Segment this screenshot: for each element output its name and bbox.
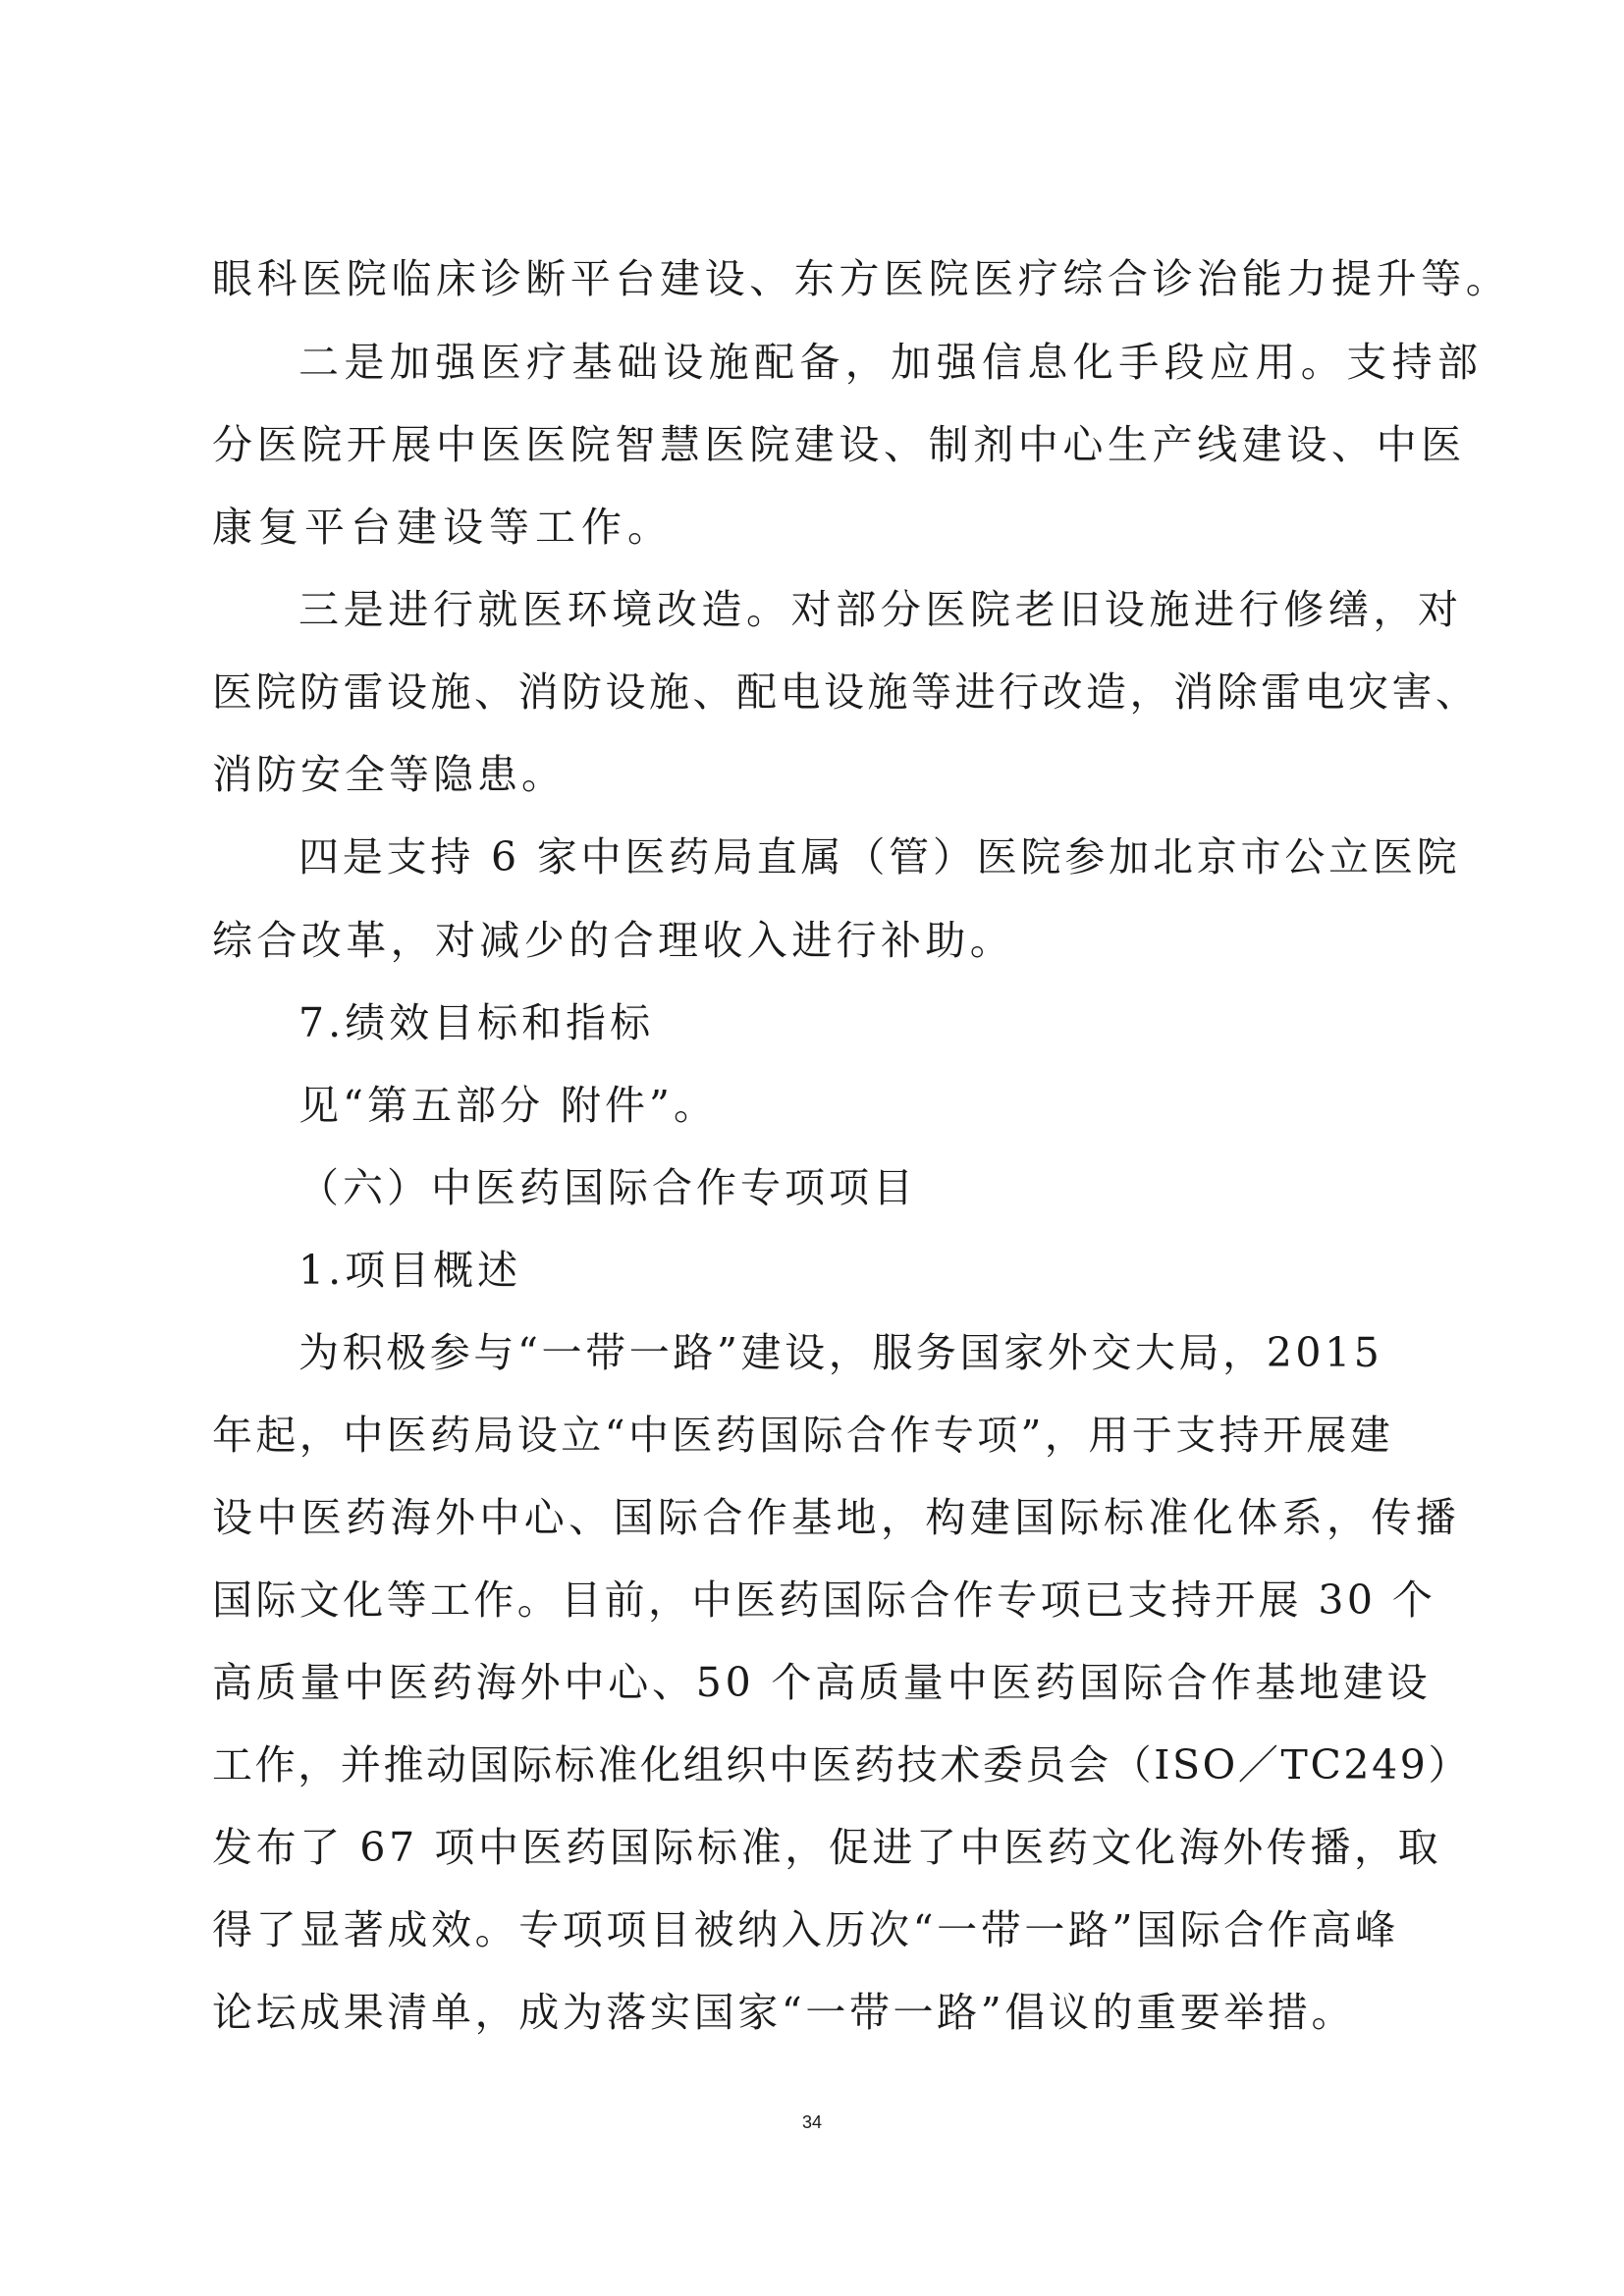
text-line: 消防安全等隐患。 <box>212 751 566 798</box>
text-line: 分医院开展中医医院智慧医院建设、制剂中心生产线建设、中医 <box>212 421 1466 468</box>
text-line: 三是进行就医环境改造。对部分医院老旧设施进行修缮，对 <box>298 586 1463 633</box>
text-line: 工作，并推动国际标准化组织中医药技术委员会（ISO／TC249） <box>212 1741 1472 1789</box>
text-line: 见“第五部分 附件”。 <box>298 1082 718 1129</box>
text-line: 年起，中医药局设立“中医药国际合作专项”，用于支持开展建 <box>212 1412 1394 1459</box>
page-number: 34 <box>801 2112 823 2132</box>
text-line: 设中医药海外中心、国际合作基地，构建国际标准化体系，传播 <box>212 1494 1461 1541</box>
text-line: 二是加强医疗基础设施配备，加强信息化手段应用。支持部 <box>298 339 1484 386</box>
text-line: 得了显著成效。专项项目被纳入历次“一带一路”国际合作高峰 <box>212 1906 1399 1953</box>
text-line: 医院防雷设施、消防设施、配电设施等进行改造，消除雷电灾害、 <box>212 668 1480 716</box>
text-line: 综合改革，对减少的合理收入进行补助。 <box>212 917 1015 964</box>
text-line: 康复平台建设等工作。 <box>212 504 674 551</box>
text-line: 高质量中医药海外中心、50 个高质量中医药国际合作基地建设 <box>212 1659 1432 1706</box>
section-heading: 7.绩效目标和指标 <box>298 999 655 1046</box>
text-line: 论坛成果清单，成为落实国家“一带一路”倡议的重要举措。 <box>212 1989 1356 2036</box>
text-line: 四是支持 6 家中医药局直属（管）医院参加北京市公立医院 <box>298 833 1461 881</box>
text-line: 为积极参与“一带一路”建设，服务国家外交大局，2015 <box>298 1329 1383 1376</box>
section-heading: 1.项目概述 <box>298 1247 522 1294</box>
text-line: 发布了 67 项中医药国际标准，促进了中医药文化海外传播，取 <box>212 1824 1442 1871</box>
text-line: 国际文化等工作。目前，中医药国际合作专项已支持开展 30 个 <box>212 1576 1436 1624</box>
text-line: 眼科医院临床诊断平台建设、东方医院医疗综合诊治能力提升等。 <box>212 255 1511 302</box>
section-heading: （六）中医药国际合作专项项目 <box>298 1164 917 1211</box>
